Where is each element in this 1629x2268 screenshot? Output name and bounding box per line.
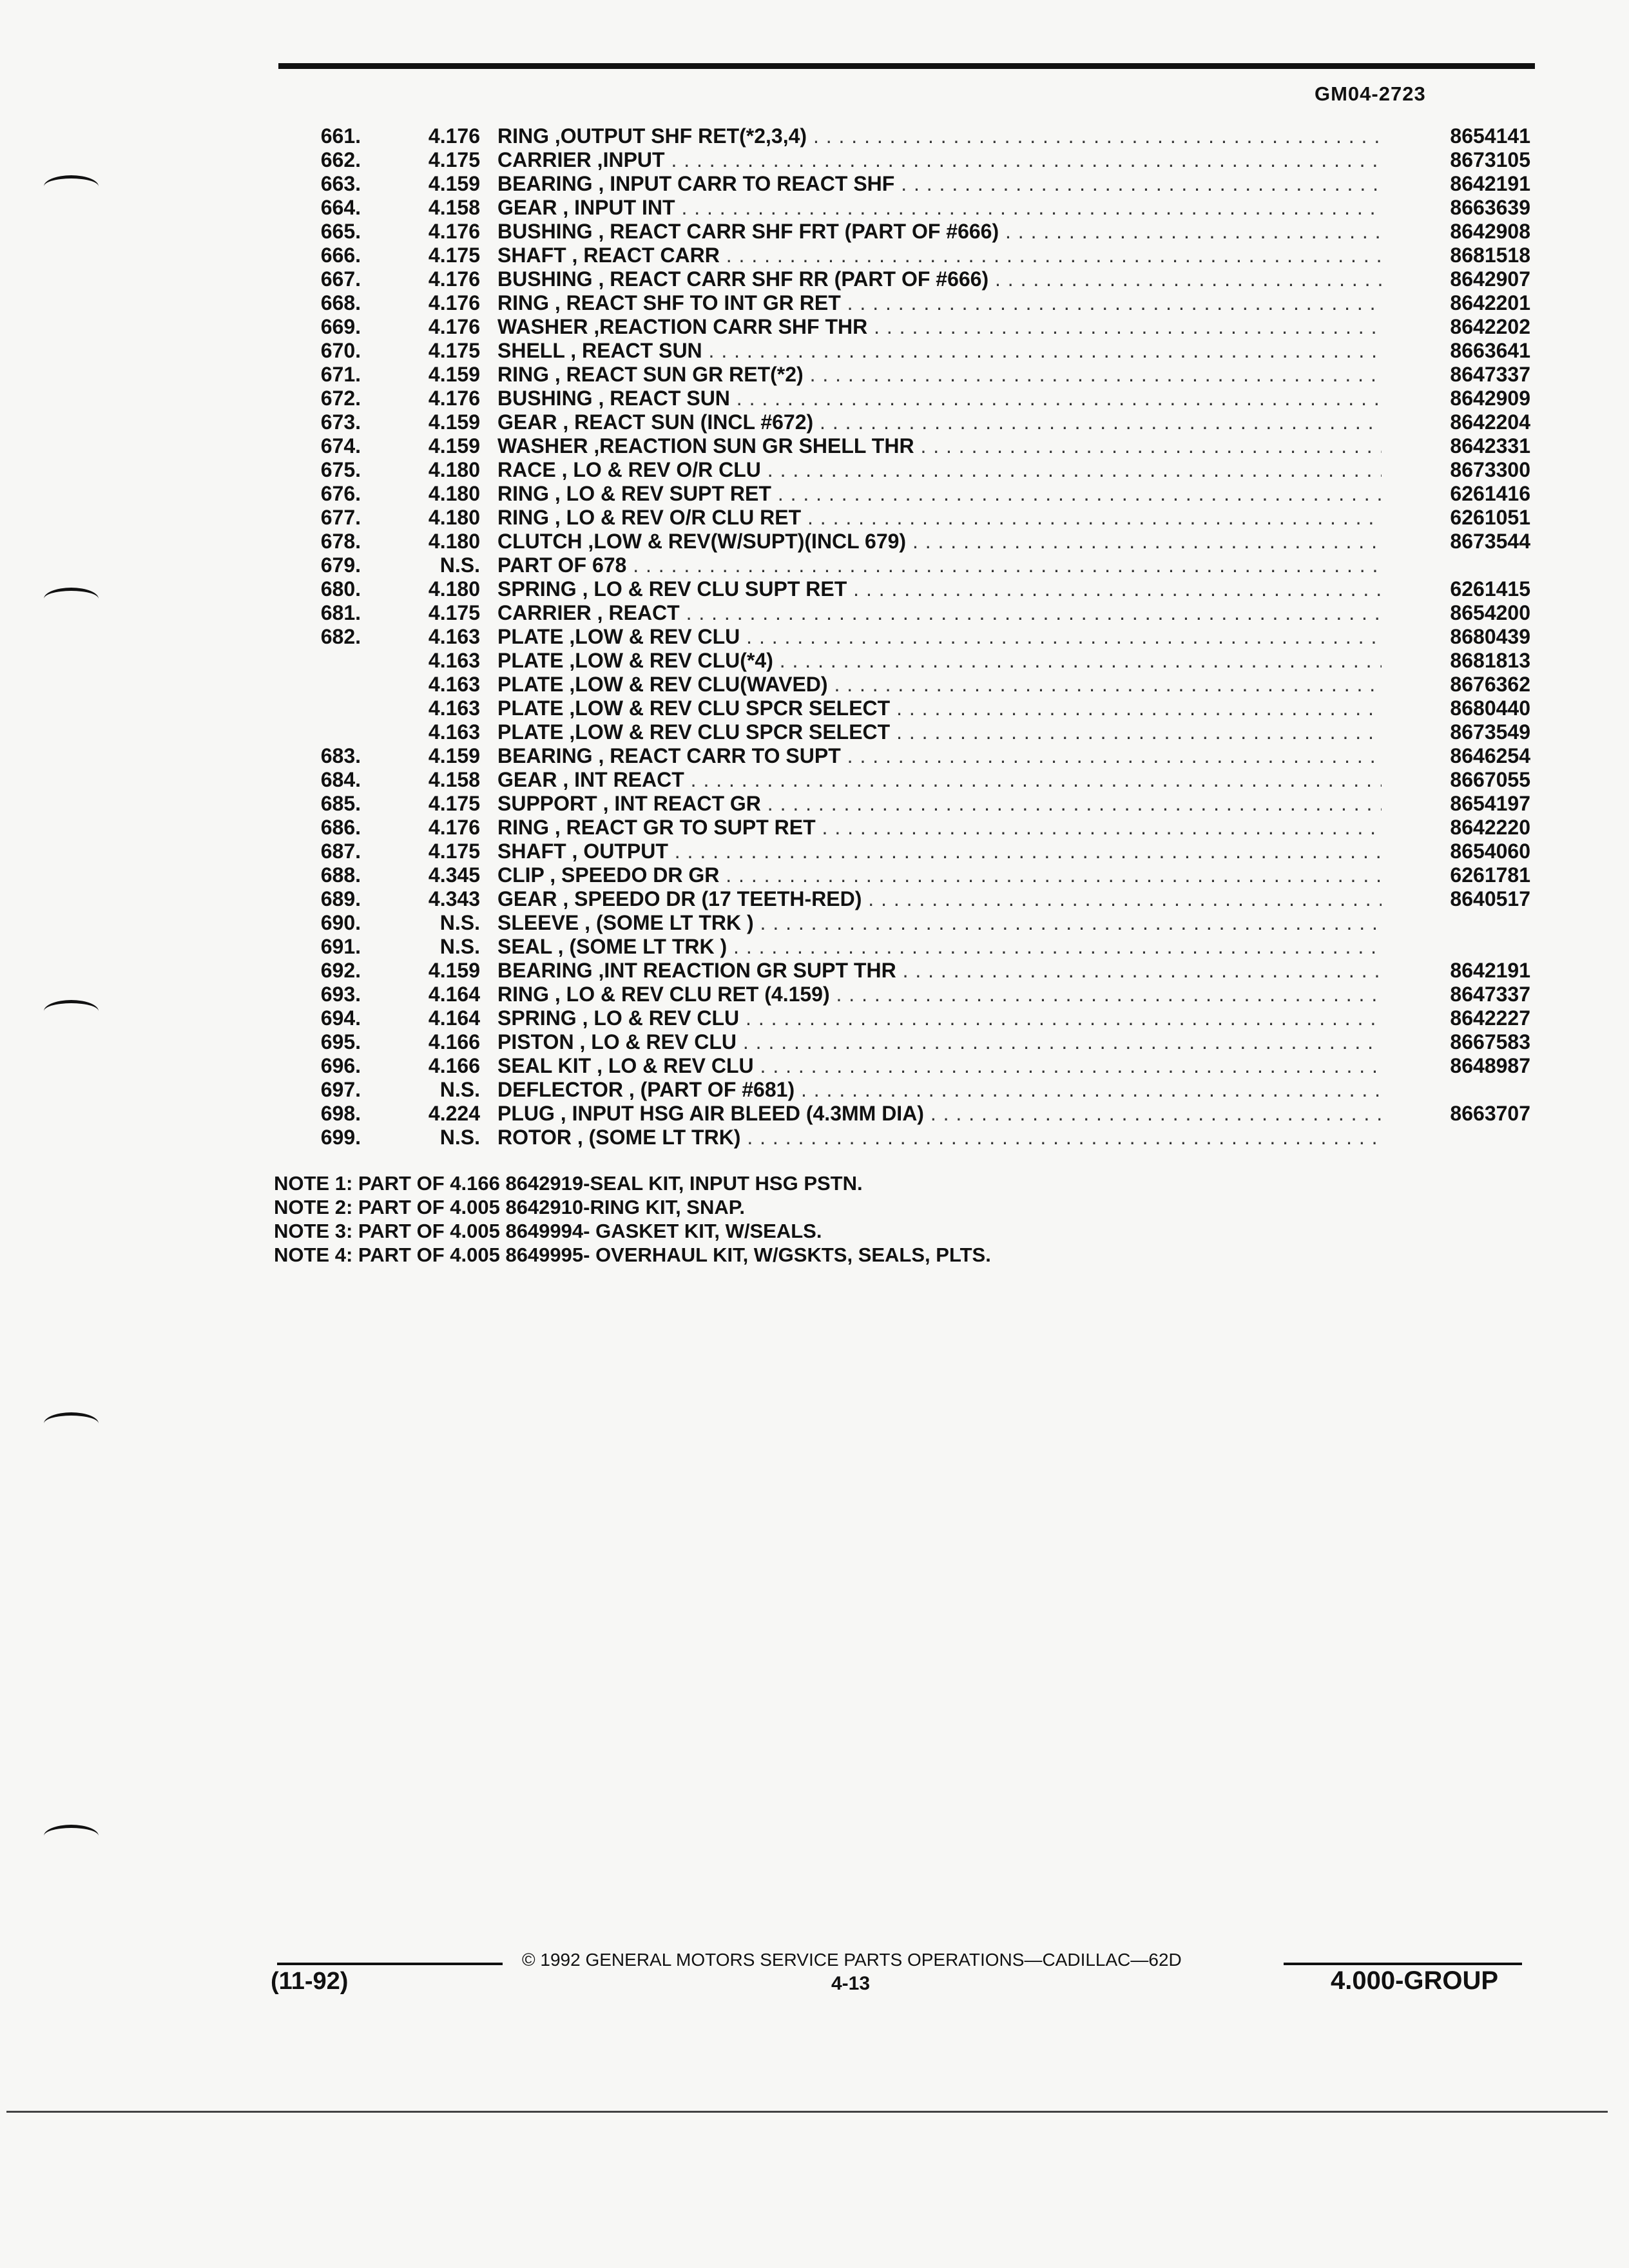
part-description: BEARING ,INT REACTION GR SUPT THR . . . (497, 959, 1382, 983)
parts-row (0, 244, 1629, 267)
group-code: 4.159 (428, 410, 480, 434)
binder-hole-mark (44, 1412, 99, 1435)
part-description: CARRIER ,INPUT . . . (497, 148, 1382, 172)
parts-row (0, 744, 1629, 768)
parts-row (0, 410, 1629, 434)
group-code: 4.345 (428, 863, 480, 887)
item-number: 681. (320, 601, 361, 624)
part-number: 8663639 (1450, 196, 1530, 219)
item-number: 696. (320, 1054, 361, 1077)
part-number: 8646254 (1450, 744, 1530, 767)
group-code: 4.175 (428, 792, 480, 815)
note-1: NOTE 1: PART OF 4.166 8642919-SEAL KIT, INPUT HSG PSTN. (274, 1172, 863, 1195)
parts-row (0, 601, 1629, 625)
part-description: WASHER ,REACTION SUN GR SHELL THR . . . (497, 434, 1382, 458)
group-code: 4.176 (428, 124, 480, 148)
note-3: NOTE 3: PART OF 4.005 8649994- GASKET KIT, W/SEALS. (274, 1220, 822, 1242)
part-number: 8680440 (1450, 697, 1530, 720)
parts-row (0, 1006, 1629, 1030)
part-description: RING , REACT SHF TO INT GR RET . . . (497, 291, 1382, 315)
parts-row (0, 625, 1629, 649)
parts-row (0, 387, 1629, 410)
parts-row (0, 911, 1629, 935)
parts-row (0, 959, 1629, 983)
parts-row (0, 363, 1629, 387)
parts-row (0, 291, 1629, 315)
item-number: 673. (320, 410, 361, 434)
parts-row (0, 649, 1629, 673)
group-code: 4.180 (428, 506, 480, 529)
item-number: 685. (320, 792, 361, 815)
item-number: 676. (320, 482, 361, 505)
part-description: GEAR , INPUT INT . . . (497, 196, 1382, 220)
part-number: 8642191 (1450, 172, 1530, 195)
part-description: RACE , LO & REV O/R CLU . . . (497, 458, 1382, 482)
footer-rule-right (1284, 1963, 1522, 1965)
group-code: N.S. (439, 1126, 480, 1149)
part-number: 8681518 (1450, 244, 1530, 267)
parts-row (0, 1126, 1629, 1149)
part-description: BEARING , INPUT CARR TO REACT SHF . . . (497, 172, 1382, 196)
item-number: 691. (320, 935, 361, 958)
note-4: NOTE 4: PART OF 4.005 8649995- OVERHAUL KIT, W/GSKTS, SEALS, PLTS. (274, 1244, 991, 1266)
part-description: CARRIER , REACT . . . (497, 601, 1382, 625)
item-number: 687. (320, 840, 361, 863)
parts-row (0, 1102, 1629, 1126)
group-code: 4.164 (428, 1006, 480, 1030)
item-number: 661. (320, 124, 361, 148)
group-code: 4.166 (428, 1054, 480, 1077)
parts-row (0, 983, 1629, 1006)
group-code: 4.159 (428, 172, 480, 195)
part-number: 8647337 (1450, 363, 1530, 386)
part-number: 8663707 (1450, 1102, 1530, 1125)
item-number: 678. (320, 530, 361, 553)
group-code: 4.158 (428, 768, 480, 791)
part-number: 6261416 (1450, 482, 1530, 505)
part-description: SUPPORT , INT REACT GR . . . (497, 792, 1382, 816)
footer-rule-left (277, 1963, 503, 1965)
group-code: 4.159 (428, 363, 480, 386)
item-number: 674. (320, 434, 361, 457)
group-code: 4.163 (428, 673, 480, 696)
part-number: 8673300 (1450, 458, 1530, 481)
item-number: 669. (320, 315, 361, 338)
part-number: 8673105 (1450, 148, 1530, 171)
group-code: 4.176 (428, 315, 480, 338)
parts-row (0, 673, 1629, 697)
parts-row (0, 816, 1629, 840)
part-number: 6261781 (1450, 863, 1530, 887)
item-number: 663. (320, 172, 361, 195)
group-code: 4.166 (428, 1030, 480, 1053)
group-code: 4.163 (428, 720, 480, 744)
item-number: 675. (320, 458, 361, 481)
part-description: SHAFT , REACT CARR . . . (497, 244, 1382, 267)
part-description: SHELL , REACT SUN . . . (497, 339, 1382, 363)
group-code: 4.175 (428, 601, 480, 624)
parts-row (0, 697, 1629, 720)
part-number: 8642191 (1450, 959, 1530, 982)
item-number: 668. (320, 291, 361, 314)
group-code: 4.159 (428, 959, 480, 982)
part-description: PART OF 678 . . . (497, 553, 1382, 577)
bottom-rule (6, 2111, 1608, 2113)
parts-row (0, 577, 1629, 601)
revision-date: (11-92) (271, 1968, 349, 1995)
item-number: 694. (320, 1006, 361, 1030)
parts-row (0, 196, 1629, 220)
part-description: SHAFT , OUTPUT . . . (497, 840, 1382, 863)
parts-row (0, 172, 1629, 196)
parts-row (0, 720, 1629, 744)
group-code: 4.176 (428, 816, 480, 839)
parts-row (0, 887, 1629, 911)
part-number: 8654200 (1450, 601, 1530, 624)
part-number: 6261415 (1450, 577, 1530, 601)
group-code: N.S. (439, 911, 480, 934)
part-description: PLATE ,LOW & REV CLU . . . (497, 625, 1382, 649)
group-code: 4.158 (428, 196, 480, 219)
part-number: 8642201 (1450, 291, 1530, 314)
part-number: 8667583 (1450, 1030, 1530, 1053)
part-description: WASHER ,REACTION CARR SHF THR . . . (497, 315, 1382, 339)
parts-row (0, 1054, 1629, 1078)
part-description: ROTOR , (SOME LT TRK) . . . (497, 1126, 1382, 1149)
item-number: 667. (320, 267, 361, 291)
item-number: 699. (320, 1126, 361, 1149)
part-description: GEAR , INT REACT . . . (497, 768, 1382, 792)
part-number: 8681813 (1450, 649, 1530, 672)
group-code: 4.180 (428, 530, 480, 553)
group-code: 4.343 (428, 887, 480, 910)
group-code: 4.180 (428, 458, 480, 481)
item-number: 672. (320, 387, 361, 410)
binder-hole-mark (44, 1825, 99, 1847)
part-description: RING , LO & REV SUPT RET . . . (497, 482, 1382, 506)
parts-row (0, 124, 1629, 148)
binder-hole-mark (44, 1000, 99, 1023)
item-number: 666. (320, 244, 361, 267)
part-description: RING , REACT GR TO SUPT RET . . . (497, 816, 1382, 840)
part-number: 8642202 (1450, 315, 1530, 338)
group-code: N.S. (439, 1078, 480, 1101)
parts-row (0, 863, 1629, 887)
part-number: 8642227 (1450, 1006, 1530, 1030)
part-description: GEAR , REACT SUN (INCL #672) . . . (497, 410, 1382, 434)
binder-hole-mark (44, 588, 99, 610)
part-description: RING , LO & REV O/R CLU RET . . . (497, 506, 1382, 530)
group-code: 4.224 (428, 1102, 480, 1125)
parts-row (0, 506, 1629, 530)
item-number: 664. (320, 196, 361, 219)
part-number: 8654141 (1450, 124, 1530, 148)
part-description: PLATE ,LOW & REV CLU SPCR SELECT . . . (497, 720, 1382, 744)
parts-row (0, 148, 1629, 172)
part-number: 8667055 (1450, 768, 1530, 791)
item-number: 679. (320, 553, 361, 577)
parts-row (0, 840, 1629, 863)
part-number: 6261051 (1450, 506, 1530, 529)
parts-row (0, 530, 1629, 553)
part-description: BUSHING , REACT SUN . . . (497, 387, 1382, 410)
group-code: 4.176 (428, 291, 480, 314)
part-number: 8654197 (1450, 792, 1530, 815)
part-description: BEARING , REACT CARR TO SUPT . . . (497, 744, 1382, 768)
note-2: NOTE 2: PART OF 4.005 8642910-RING KIT, SNAP. (274, 1196, 746, 1218)
part-number: 8642220 (1450, 816, 1530, 839)
item-number: 665. (320, 220, 361, 243)
item-number: 695. (320, 1030, 361, 1053)
item-number: 689. (320, 887, 361, 910)
item-number: 688. (320, 863, 361, 887)
parts-row (0, 768, 1629, 792)
part-description: CLIP , SPEEDO DR GR . . . (497, 863, 1382, 887)
part-number: 8642909 (1450, 387, 1530, 410)
part-number: 8642908 (1450, 220, 1530, 243)
part-description: SLEEVE , (SOME LT TRK ) . . . (497, 911, 1382, 935)
item-number: 686. (320, 816, 361, 839)
part-description: PISTON , LO & REV CLU . . . (497, 1030, 1382, 1054)
group-code: N.S. (439, 935, 480, 958)
parts-row (0, 1078, 1629, 1102)
copyright-line: © 1992 GENERAL MOTORS SERVICE PARTS OPERATIONS—CADILLAC—62D (522, 1950, 1182, 1970)
parts-row (0, 220, 1629, 244)
part-number: 8642204 (1450, 410, 1530, 434)
part-description: BUSHING , REACT CARR SHF RR (PART OF #666) . . . (497, 267, 1382, 291)
parts-row (0, 339, 1629, 363)
item-number: 697. (320, 1078, 361, 1101)
parts-row (0, 1030, 1629, 1054)
part-number: 8642331 (1450, 434, 1530, 457)
group-code: 4.164 (428, 983, 480, 1006)
part-description: RING , LO & REV CLU RET (4.159) . . . (497, 983, 1382, 1006)
part-description: PLATE ,LOW & REV CLU SPCR SELECT . . . (497, 697, 1382, 720)
item-number: 683. (320, 744, 361, 767)
item-number: 698. (320, 1102, 361, 1125)
group-code: 4.175 (428, 148, 480, 171)
part-description: RING ,OUTPUT SHF RET(*2,3,4) . . . (497, 124, 1382, 148)
item-number: 693. (320, 983, 361, 1006)
item-number: 680. (320, 577, 361, 601)
part-number: 8647337 (1450, 983, 1530, 1006)
part-description: DEFLECTOR , (PART OF #681) . . . (497, 1078, 1382, 1102)
group-code: 4.176 (428, 387, 480, 410)
part-number: 8673544 (1450, 530, 1530, 553)
parts-list (0, 124, 1629, 1149)
group-code: 4.163 (428, 625, 480, 648)
part-number: 8654060 (1450, 840, 1530, 863)
part-number: 8676362 (1450, 673, 1530, 696)
group-code: 4.159 (428, 434, 480, 457)
part-number: 8680439 (1450, 625, 1530, 648)
item-number: 684. (320, 768, 361, 791)
group-code: N.S. (439, 553, 480, 577)
part-number: 8640517 (1450, 887, 1530, 910)
part-description: PLATE ,LOW & REV CLU(WAVED) . . . (497, 673, 1382, 697)
part-description: PLUG , INPUT HSG AIR BLEED (4.3MM DIA) . . . (497, 1102, 1382, 1126)
group-code: 4.175 (428, 244, 480, 267)
binder-hole-mark (44, 175, 99, 198)
item-number: 692. (320, 959, 361, 982)
group-code: 4.159 (428, 744, 480, 767)
item-number: 662. (320, 148, 361, 171)
group-code: 4.176 (428, 267, 480, 291)
group-code: 4.175 (428, 840, 480, 863)
item-number: 670. (320, 339, 361, 362)
parts-row (0, 553, 1629, 577)
item-number: 690. (320, 911, 361, 934)
item-number: 677. (320, 506, 361, 529)
part-number: 8642907 (1450, 267, 1530, 291)
page-number: 4-13 (831, 1973, 871, 1994)
parts-row (0, 792, 1629, 816)
part-number: 8673549 (1450, 720, 1530, 744)
parts-row (0, 935, 1629, 959)
parts-row (0, 482, 1629, 506)
part-description: CLUTCH ,LOW & REV(W/SUPT)(INCL 679) . . . (497, 530, 1382, 553)
part-description: SPRING , LO & REV CLU . . . (497, 1006, 1382, 1030)
parts-row (0, 434, 1629, 458)
parts-row (0, 267, 1629, 291)
part-description: RING , REACT SUN GR RET(*2) . . . (497, 363, 1382, 387)
item-number: 682. (320, 625, 361, 648)
part-description: GEAR , SPEEDO DR (17 TEETH-RED) . . . (497, 887, 1382, 911)
part-number: 8648987 (1450, 1054, 1530, 1077)
group-code: 4.176 (428, 220, 480, 243)
parts-row (0, 315, 1629, 339)
parts-row (0, 458, 1629, 482)
group-code: 4.175 (428, 339, 480, 362)
item-number: 671. (320, 363, 361, 386)
group-code: 4.163 (428, 697, 480, 720)
part-description: PLATE ,LOW & REV CLU(*4) . . . (497, 649, 1382, 673)
part-description: SEAL KIT , LO & REV CLU . . . (497, 1054, 1382, 1078)
part-description: BUSHING , REACT CARR SHF FRT (PART OF #666) . . . (497, 220, 1382, 244)
part-number: 8663641 (1450, 339, 1530, 362)
part-description: SEAL , (SOME LT TRK ) . . . (497, 935, 1382, 959)
notes (274, 1171, 991, 1267)
group-code: 4.163 (428, 649, 480, 672)
group-code: 4.180 (428, 577, 480, 601)
group-code: 4.180 (428, 482, 480, 505)
top-rule (278, 63, 1535, 69)
part-description: SPRING , LO & REV CLU SUPT RET . . . (497, 577, 1382, 601)
group-label: 4.000-GROUP (1331, 1966, 1499, 1995)
document-id: GM04-2723 (1315, 82, 1426, 105)
